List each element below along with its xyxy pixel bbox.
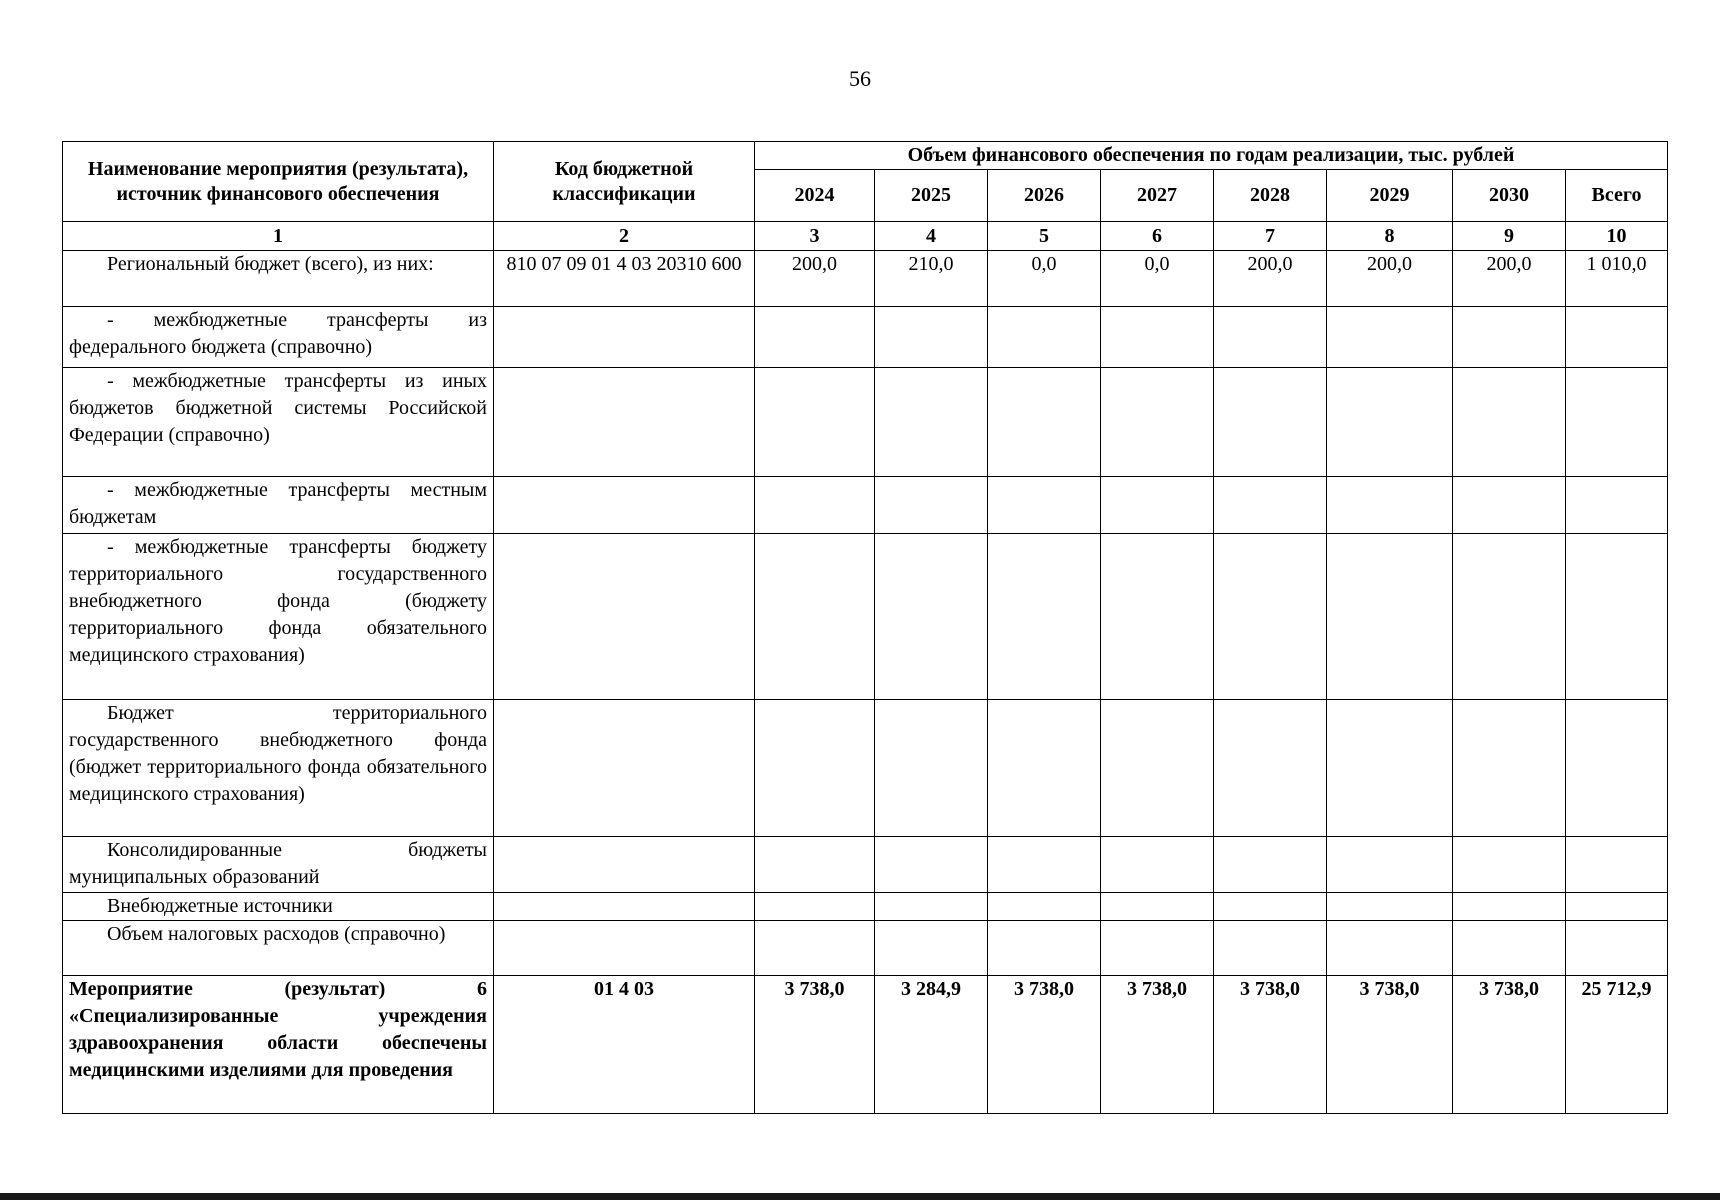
row-value — [1327, 921, 1453, 976]
page-number: 56 — [849, 66, 871, 91]
row-value — [875, 837, 988, 893]
row-code — [494, 477, 755, 534]
column-number: 3 — [755, 222, 875, 251]
row-value: 3 284,9 — [875, 976, 988, 1114]
row-value — [1566, 477, 1668, 534]
header-year: 2024 — [755, 170, 875, 222]
row-value — [1453, 893, 1566, 921]
row-value — [1327, 477, 1453, 534]
row-value — [1327, 837, 1453, 893]
row-code — [494, 700, 755, 837]
row-name: Внебюджетные источники — [63, 893, 494, 921]
row-value: 3 738,0 — [1453, 976, 1566, 1114]
column-number: 5 — [988, 222, 1101, 251]
row-value: 3 738,0 — [1214, 976, 1327, 1114]
row-value — [1101, 368, 1214, 477]
row-value — [875, 534, 988, 700]
row-value — [755, 921, 875, 976]
table-row — [63, 307, 1668, 368]
row-value: 3 738,0 — [988, 976, 1101, 1114]
row-value — [1327, 368, 1453, 477]
row-name: Консолидированные бюджеты муниципальных образований — [63, 837, 494, 893]
row-value — [1101, 893, 1214, 921]
row-value — [1214, 893, 1327, 921]
row-name: Бюджет территориального государственного внебюджетного фонда (бюджет территориального фонда обязательного медицинского страхования) — [63, 700, 494, 837]
row-value — [1453, 534, 1566, 700]
row-value: 25 712,9 — [1566, 976, 1668, 1114]
row-name: Мероприятие (результат) 6 «Специализированные учреждения здравоохранения области обеспечены медицинскими изделиями для проведения — [63, 976, 494, 1114]
column-number: 1 — [63, 222, 494, 251]
row-code — [494, 368, 755, 477]
row-value — [988, 477, 1101, 534]
row-value — [1214, 368, 1327, 477]
header-year: 2028 — [1214, 170, 1327, 222]
row-value — [1101, 921, 1214, 976]
column-number: 10 — [1566, 222, 1668, 251]
table-row — [63, 837, 1668, 893]
row-value — [988, 921, 1101, 976]
row-value: 3 738,0 — [1327, 976, 1453, 1114]
row-value — [1214, 837, 1327, 893]
row-value: 0,0 — [1101, 251, 1214, 307]
row-code — [494, 893, 755, 921]
column-number: 4 — [875, 222, 988, 251]
row-value: 200,0 — [755, 251, 875, 307]
row-value — [1214, 700, 1327, 837]
table-row — [63, 368, 1668, 477]
row-value — [1566, 534, 1668, 700]
row-name: Объем налоговых расходов (справочно) — [63, 921, 494, 976]
row-value — [1101, 477, 1214, 534]
row-value — [1453, 477, 1566, 534]
row-name: - межбюджетные трансферты бюджету территориального государственного внебюджетного фонда (бюджету территориального фонда обязательного медицинского страхования) — [63, 534, 494, 700]
header-year: 2027 — [1101, 170, 1214, 222]
column-number: 7 — [1214, 222, 1327, 251]
row-value — [1453, 307, 1566, 368]
row-value — [875, 893, 988, 921]
row-value — [1566, 307, 1668, 368]
row-value — [1453, 921, 1566, 976]
row-value — [875, 477, 988, 534]
row-value — [875, 368, 988, 477]
scan-edge-bar — [0, 1193, 1720, 1200]
row-value — [988, 893, 1101, 921]
row-value — [755, 837, 875, 893]
header-year: 2026 — [988, 170, 1101, 222]
row-value: 1 010,0 — [1566, 251, 1668, 307]
table-row — [63, 534, 1668, 700]
row-value — [1566, 893, 1668, 921]
row-value — [1566, 921, 1668, 976]
row-name: - межбюджетные трансферты из федерального бюджета (справочно) — [63, 307, 494, 368]
header-year: 2030 — [1453, 170, 1566, 222]
row-name: Региональный бюджет (всего), из них: — [63, 251, 494, 307]
row-value — [1214, 921, 1327, 976]
row-value: 3 738,0 — [1101, 976, 1214, 1114]
row-value — [988, 368, 1101, 477]
table-row — [63, 700, 1668, 837]
row-code — [494, 921, 755, 976]
row-value — [1566, 368, 1668, 477]
row-value — [1101, 700, 1214, 837]
financing-table — [62, 141, 1668, 1114]
row-value — [1453, 700, 1566, 837]
column-number: 6 — [1101, 222, 1214, 251]
header-year: 2025 — [875, 170, 988, 222]
row-code: 810 07 09 01 4 03 20310 600 — [494, 251, 755, 307]
row-value — [875, 921, 988, 976]
row-value — [1327, 534, 1453, 700]
row-value — [1566, 837, 1668, 893]
row-code — [494, 837, 755, 893]
row-value — [755, 700, 875, 837]
row-value — [755, 307, 875, 368]
header-code: Код бюджетной классификации — [494, 142, 755, 222]
column-number: 2 — [494, 222, 755, 251]
row-value — [1214, 534, 1327, 700]
row-value — [988, 307, 1101, 368]
row-name: - межбюджетные трансферты из иных бюджетов бюджетной системы Российской Федерации (справочно) — [63, 368, 494, 477]
row-value — [1101, 837, 1214, 893]
column-number: 9 — [1453, 222, 1566, 251]
header-total: Всего — [1566, 170, 1668, 222]
row-value — [755, 893, 875, 921]
table-row — [63, 251, 1668, 307]
row-value — [1101, 307, 1214, 368]
row-value — [1214, 307, 1327, 368]
row-code: 01 4 03 — [494, 976, 755, 1114]
row-value: 200,0 — [1453, 251, 1566, 307]
row-value — [1327, 700, 1453, 837]
row-value — [1214, 477, 1327, 534]
header-group: Объем финансового обеспечения по годам реализации, тыс. рублей — [755, 142, 1668, 170]
row-value — [1566, 700, 1668, 837]
row-value — [875, 307, 988, 368]
row-value — [988, 534, 1101, 700]
row-code — [494, 534, 755, 700]
table-row — [63, 976, 1668, 1114]
row-value: 3 738,0 — [755, 976, 875, 1114]
row-code — [494, 307, 755, 368]
table-row — [63, 477, 1668, 534]
header-year: 2029 — [1327, 170, 1453, 222]
row-value: 0,0 — [988, 251, 1101, 307]
row-value — [755, 477, 875, 534]
row-value — [1101, 534, 1214, 700]
table-row — [63, 921, 1668, 976]
header-name: Наименование мероприятия (результата), источник финансового обеспечения — [63, 142, 494, 222]
row-value — [755, 368, 875, 477]
row-value — [1327, 307, 1453, 368]
row-value — [1453, 368, 1566, 477]
row-value — [988, 700, 1101, 837]
table-row — [63, 893, 1668, 921]
row-value: 200,0 — [1327, 251, 1453, 307]
row-value — [875, 700, 988, 837]
row-value: 200,0 — [1214, 251, 1327, 307]
column-number: 8 — [1327, 222, 1453, 251]
row-value: 210,0 — [875, 251, 988, 307]
row-value — [1453, 837, 1566, 893]
row-value — [988, 837, 1101, 893]
row-name: - межбюджетные трансферты местным бюджетам — [63, 477, 494, 534]
row-value — [1327, 893, 1453, 921]
row-value — [755, 534, 875, 700]
